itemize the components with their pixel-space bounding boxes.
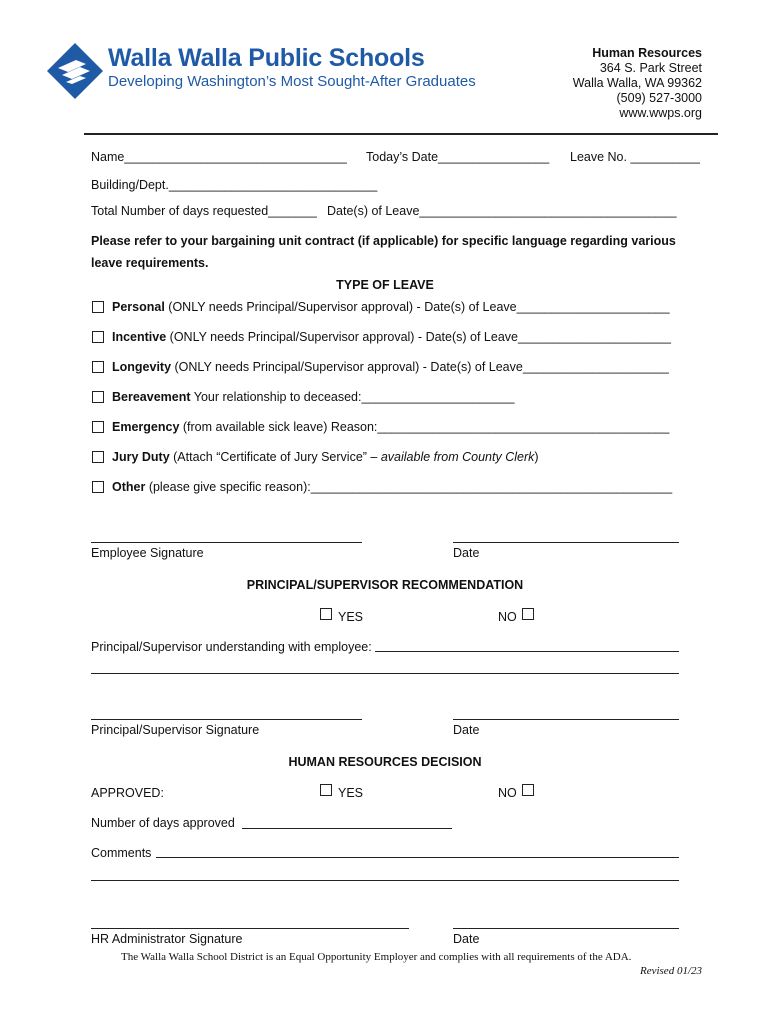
- leave-type-detail[interactable]: (ONLY needs Principal/Supervisor approval) - Date(s) of Leave______________________: [166, 330, 671, 344]
- principal-date-label: Date: [453, 723, 480, 737]
- leave-type-detail[interactable]: (Attach “Certificate of Jury Service” –: [169, 450, 381, 464]
- dates-of-leave-field[interactable]: Date(s) of Leave_____________________________________: [327, 204, 677, 218]
- leave-type-detail[interactable]: (from available sick leave) Reason:__________________________________________: [179, 420, 670, 434]
- leave-type-checkbox[interactable]: [92, 421, 104, 433]
- days-approved-label: Number of days approved: [91, 816, 235, 830]
- leave-type-name: Personal: [112, 300, 165, 314]
- header-divider: [84, 133, 718, 135]
- phone: (509) 527-3000: [616, 91, 702, 105]
- employee-signature-line[interactable]: [91, 542, 362, 543]
- principal-heading: PRINCIPAL/SUPERVISOR RECOMMENDATION: [246, 578, 524, 592]
- district-logo-icon: [46, 42, 104, 100]
- principal-yes-label: YES: [338, 610, 364, 624]
- leave-type-name: Emergency: [112, 420, 180, 434]
- leave-type-checkbox[interactable]: [92, 301, 104, 313]
- hr-heading: HUMAN RESOURCES DECISION: [288, 755, 482, 769]
- hr-date-line[interactable]: [453, 928, 679, 929]
- address-block: [573, 46, 702, 121]
- hr-yes-label: YES: [338, 786, 364, 800]
- leave-type-detail[interactable]: (please give specific reason):____________________________________________________: [145, 480, 673, 494]
- leave-type-name: Other: [112, 480, 146, 494]
- principal-no-label: NO: [498, 610, 517, 624]
- leave-type-name: Incentive: [112, 330, 167, 344]
- hr-no-checkbox[interactable]: [522, 784, 534, 796]
- building-field[interactable]: Building/Dept.______________________________: [91, 178, 378, 192]
- leave-type-item: [112, 420, 669, 434]
- comments-label: Comments: [91, 846, 152, 860]
- employee-date-line[interactable]: [453, 542, 679, 543]
- hr-signature-line[interactable]: [91, 928, 409, 929]
- principal-no-checkbox[interactable]: [522, 608, 534, 620]
- hr-no-label: NO: [498, 786, 517, 800]
- principal-signature-label: Principal/Supervisor Signature: [91, 723, 260, 737]
- comments-line2[interactable]: [91, 880, 679, 881]
- leave-type-checkbox[interactable]: [92, 361, 104, 373]
- principal-yes-checkbox[interactable]: [320, 608, 332, 620]
- website: www.wwps.org: [619, 106, 702, 120]
- leave-no-field[interactable]: Leave No. __________: [570, 150, 700, 164]
- todays-date-field[interactable]: Today’s Date________________: [366, 150, 550, 164]
- leave-type-item: [112, 360, 669, 374]
- notice-line1: Please refer to your bargaining unit contract (if applicable) for specific language regarding various: [91, 234, 676, 248]
- hr-signature-label: HR Administrator Signature: [91, 932, 243, 946]
- hr-approved-label: APPROVED:: [91, 786, 164, 800]
- total-days-field[interactable]: Total Number of days requested_______: [91, 204, 317, 218]
- principal-understanding-line2[interactable]: [91, 673, 679, 674]
- principal-understanding-label: Principal/Supervisor understanding with employee:: [91, 640, 372, 654]
- address-line1: 364 S. Park Street: [599, 61, 702, 75]
- leave-type-tail: ): [534, 450, 539, 464]
- address-line2: Walla Walla, WA 99362: [572, 76, 702, 90]
- hr-yes-checkbox[interactable]: [320, 784, 332, 796]
- employee-date-label: Date: [453, 546, 480, 560]
- leave-type-checkbox[interactable]: [92, 451, 104, 463]
- dept-name: Human Resources: [592, 46, 702, 60]
- type-of-leave-heading: TYPE OF LEAVE: [336, 278, 434, 292]
- name-field[interactable]: Name________________________________: [91, 150, 347, 164]
- principal-signature-line[interactable]: [91, 719, 362, 720]
- leave-type-item: [112, 330, 671, 344]
- org-tagline: Developing Washington’s Most Sought-After Graduates: [108, 73, 476, 90]
- principal-date-line[interactable]: [453, 719, 679, 720]
- revised-date: Revised 01/23: [639, 965, 702, 977]
- leave-type-detail[interactable]: (ONLY needs Principal/Supervisor approval) - Date(s) of Leave______________________: [164, 300, 670, 314]
- leave-type-name: Jury Duty: [112, 450, 170, 464]
- leave-type-detail[interactable]: Your relationship to deceased:______________________: [190, 390, 515, 404]
- leave-type-checkbox[interactable]: [92, 481, 104, 493]
- hr-date-label: Date: [453, 932, 480, 946]
- leave-type-italic-note: available from County Clerk: [380, 450, 535, 464]
- days-approved-line[interactable]: [242, 828, 452, 829]
- leave-type-name: Bereavement: [112, 390, 191, 404]
- leave-type-checkbox[interactable]: [92, 391, 104, 403]
- leave-type-item: [112, 390, 514, 404]
- leave-type-item: [112, 480, 672, 494]
- leave-type-detail[interactable]: (ONLY needs Principal/Supervisor approval) - Date(s) of Leave_____________________: [171, 360, 669, 374]
- employee-signature-label: Employee Signature: [91, 546, 204, 560]
- comments-line[interactable]: [156, 857, 679, 858]
- leave-type-item: [112, 450, 539, 464]
- leave-type-checkbox[interactable]: [92, 331, 104, 343]
- notice-line2: leave requirements.: [91, 256, 209, 270]
- leave-type-item: [112, 300, 670, 314]
- eeo-statement: The Walla Walla School District is an Equal Opportunity Employer and complies with all requirements of the ADA.: [121, 951, 632, 963]
- leave-type-name: Longevity: [112, 360, 172, 374]
- principal-understanding-line[interactable]: [375, 651, 679, 652]
- org-name: Walla Walla Public Schools: [108, 44, 425, 72]
